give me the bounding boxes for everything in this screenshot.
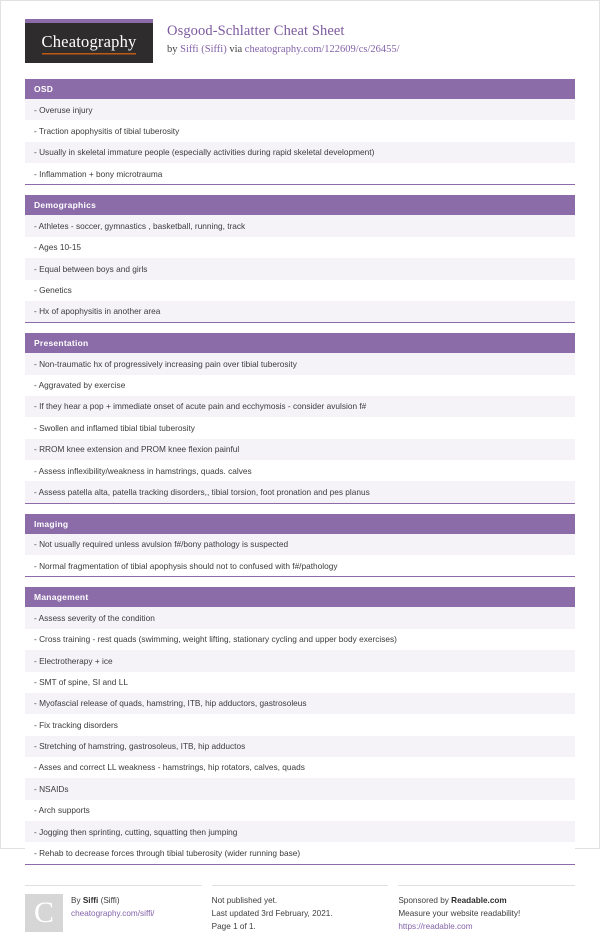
- header-text-block: [167, 19, 400, 57]
- footer-sponsor-text: [398, 894, 520, 934]
- last-updated: Last updated 3rd February, 2021.: [211, 909, 333, 919]
- section-row: - Rehab to decrease forces through tibial tuberosity (wider running base): [25, 842, 575, 863]
- page-footer: [1, 875, 599, 934]
- section-header: Demographics: [25, 195, 575, 215]
- section-row: - Athletes - soccer, gymnastics , basketball, running, track: [25, 215, 575, 236]
- footer-avatar: C: [25, 894, 63, 932]
- sponsor-name[interactable]: Readable.com: [451, 895, 507, 905]
- section: [25, 514, 575, 578]
- section-row: - Genetics: [25, 280, 575, 301]
- sections-container: [25, 79, 575, 865]
- section-row: - Swollen and inflamed tibial tibial tuberosity: [25, 417, 575, 438]
- section-rows: [25, 99, 575, 184]
- footer-author-text: [71, 894, 154, 934]
- footer-publish-text: [212, 894, 333, 934]
- section-row: - Not usually required unless avulsion f#/bony pathology is suspected: [25, 534, 575, 555]
- section-row: - Hx of apophysitis in another area: [25, 301, 575, 322]
- section-header: Management: [25, 587, 575, 607]
- section-row: - Overuse injury: [25, 99, 575, 120]
- section-row: - Non-traumatic hx of progressively increasing pain over tibial tuberosity: [25, 353, 575, 374]
- section-row: - If they hear a pop + immediate onset of acute pain and ecchymosis - consider avulsion f#: [25, 396, 575, 417]
- footer-author-name: Siffi: [82, 895, 99, 905]
- footer-author-line: [71, 894, 154, 907]
- section-row: - Electrotherapy + ice: [25, 650, 575, 671]
- section-rows: [25, 607, 575, 863]
- section-row: - Assess severity of the condition: [25, 607, 575, 628]
- section-row: - Traction apophysitis of tibial tuberosity: [25, 120, 575, 141]
- sponsor-prefix: Sponsored by: [398, 895, 452, 905]
- sponsor-tagline: Measure your website readability!: [398, 909, 521, 919]
- section-row: - Assess inflexibility/weakness in hamstrings, quads. calves: [25, 460, 575, 481]
- section-row: - RROM knee extension and PROM knee flexion painful: [25, 439, 575, 460]
- section-row: - Arch supports: [25, 800, 575, 821]
- section-row: - Cross training - rest quads (swimming, weight lifting, stationary cycling and upper body exercises): [25, 629, 575, 650]
- section-row: - Inflammation + bony microtrauma: [25, 163, 575, 184]
- footer-publish-column: [212, 885, 389, 934]
- section-row: - Equal between boys and girls: [25, 258, 575, 279]
- footer-author-url[interactable]: cheatography.com/siffi/: [71, 909, 155, 919]
- section-header: Imaging: [25, 514, 575, 534]
- section: [25, 587, 575, 864]
- section-row: - Usually in skeletal immature people (especially activities during rapid skeletal development): [25, 142, 575, 163]
- section-header: Presentation: [25, 333, 575, 353]
- byline-author-link[interactable]: Siffi (Siffi): [180, 44, 227, 56]
- section: [25, 79, 575, 185]
- byline-via: via: [226, 44, 245, 56]
- page-count: Page 1 of 1.: [211, 922, 256, 932]
- section-rows: [25, 353, 575, 503]
- section-row: - Stretching of hamstring, gastrosoleus, ITB, hip adductos: [25, 736, 575, 757]
- footer-author-handle: (Siffi): [98, 895, 120, 905]
- section-header: OSD: [25, 79, 575, 99]
- section-row: - Ages 10-15: [25, 237, 575, 258]
- section-rows: [25, 215, 575, 322]
- section-row: - Fix tracking disorders: [25, 714, 575, 735]
- footer-sponsor-column: [398, 885, 575, 934]
- cheatography-logo[interactable]: [25, 19, 153, 63]
- section-row: - Asses and correct LL weakness - hamstrings, hip rotators, calves, quads: [25, 757, 575, 778]
- section-row: - Myofascial release of quads, hamstring, ITB, hip adductors, gastrosoleus: [25, 693, 575, 714]
- byline: [167, 43, 400, 57]
- sponsor-line: [398, 894, 520, 907]
- page-title: Osgood-Schlatter Cheat Sheet: [167, 23, 345, 39]
- section-row: - Aggravated by exercise: [25, 375, 575, 396]
- byline-by-prefix: by: [167, 44, 181, 56]
- cheatography-logo-text: Cheatography: [42, 32, 137, 55]
- section: [25, 195, 575, 323]
- sponsor-url[interactable]: https://readable.com: [398, 922, 473, 932]
- page-inner: [1, 1, 599, 865]
- section-rows: [25, 534, 575, 577]
- publish-status: Not published yet.: [211, 895, 278, 905]
- section-row: - Jogging then sprinting, cutting, squatting then jumping: [25, 821, 575, 842]
- section: [25, 333, 575, 504]
- section-row: - Normal fragmentation of tibial apophysis should not to confused with f#/pathology: [25, 555, 575, 576]
- page-header: [25, 19, 575, 63]
- footer-by-prefix: By: [71, 895, 83, 905]
- section-row: - Assess patella alta, patella tracking disorders,, tibial torsion, foot pronation and pes planus: [25, 481, 575, 502]
- section-row: - NSAIDs: [25, 778, 575, 799]
- byline-source-link[interactable]: cheatography.com/122609/cs/26455/: [244, 44, 400, 56]
- footer-author-column: [25, 885, 202, 934]
- section-row: - SMT of spine, SI and LL: [25, 672, 575, 693]
